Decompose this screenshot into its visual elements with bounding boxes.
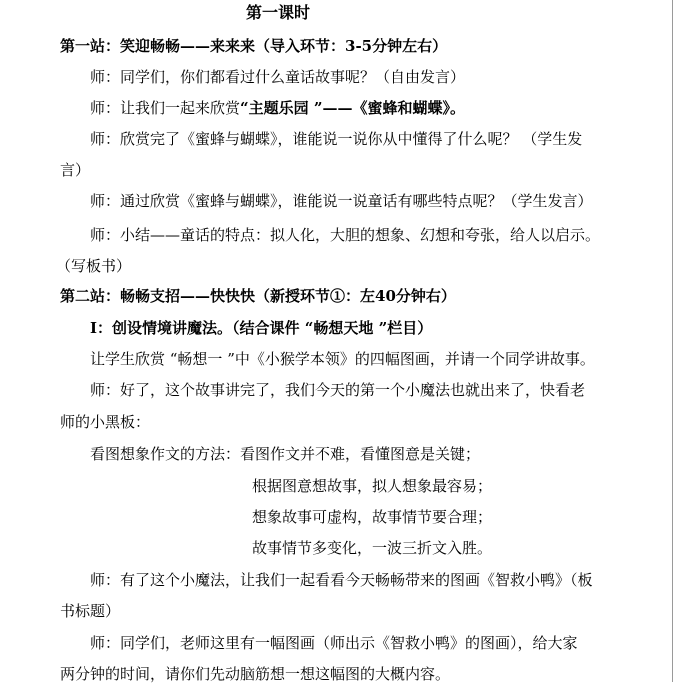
method-verse-2: 根据图意想故事，拟人想象最容易； (252, 477, 493, 495)
paragraph-features-question: 师：通过欣赏《蜜蜂与蝴蝶》，谁能说一说童话有哪些特点呢？（学生发言） (90, 192, 593, 210)
stage-one-heading: 第一站：笑迎畅畅——来来来（导入环节：3-5分钟左右） (60, 37, 448, 55)
method-verse-1: 看图想象作文的方法：看图作文并不难，看懂图意是关键； (90, 445, 481, 463)
paragraph-summary-line1: 师：小结——童话的特点：拟人化，大胆的想象、幻想和夸张，给人以启示。 (90, 226, 601, 244)
paragraph-magic-line1: 师：好了，这个故事讲完了，我们今天的第一个小魔法也就出来了，快看老 (90, 381, 586, 399)
paragraph-magic-line2: 师的小黑板： (60, 413, 151, 431)
paragraph-theme-park (90, 98, 465, 118)
paragraph-picture-title-line1: 师：有了这个小魔法，让我们一起看看今天畅畅带来的图画《智救小鸭》（板 (90, 571, 593, 589)
paragraph-theme-park-prefix: 师：让我们一起来欣赏 (90, 99, 241, 117)
page-edge-divider (672, 0, 673, 682)
paragraph-summary-line2: （写板书） (56, 257, 132, 275)
section-one-heading: Ⅰ：创设情境讲魔法。（结合课件 “畅想天地 ”栏目） (90, 319, 433, 337)
method-verse-4: 故事情节多变化，一波三折文入胜。 (252, 539, 493, 557)
paragraph-story-instruction: 让学生欣赏 “畅想一 ”中《小猴学本领》的四幅图画，并请一个同学讲故事。 (90, 350, 595, 368)
method-verse-3: 想象故事可虚构，故事情节要合理； (252, 508, 493, 526)
paragraph-show-picture-line2: 两分钟的时间，请你们先动脑筋想一想这幅图的大概内容。 (60, 665, 451, 683)
paragraph-theme-park-title: “主题乐园 ”——《蜜蜂和蝴蝶》。 (240, 99, 465, 117)
paragraph-picture-title-line2: 书标题） (60, 602, 121, 620)
paragraph-show-picture-line1: 师：同学们，老师这里有一幅图画（师出示《智救小鸭》的图画），给大家 (90, 634, 578, 652)
lesson-title: 第一课时 (246, 3, 311, 22)
paragraph-reflection-line1: 师：欣赏完了《蜜蜂与蝴蝶》，谁能说一说你从中懂得了什么呢？ （学生发 (90, 130, 583, 148)
stage-two-heading: 第二站：畅畅支招——快快快（新授环节①：左40分钟右） (60, 287, 456, 305)
paragraph-reflection-line2: 言） (60, 161, 91, 179)
paragraph-question: 师：同学们，你们都看过什么童话故事呢？（自由发言） (90, 68, 466, 86)
